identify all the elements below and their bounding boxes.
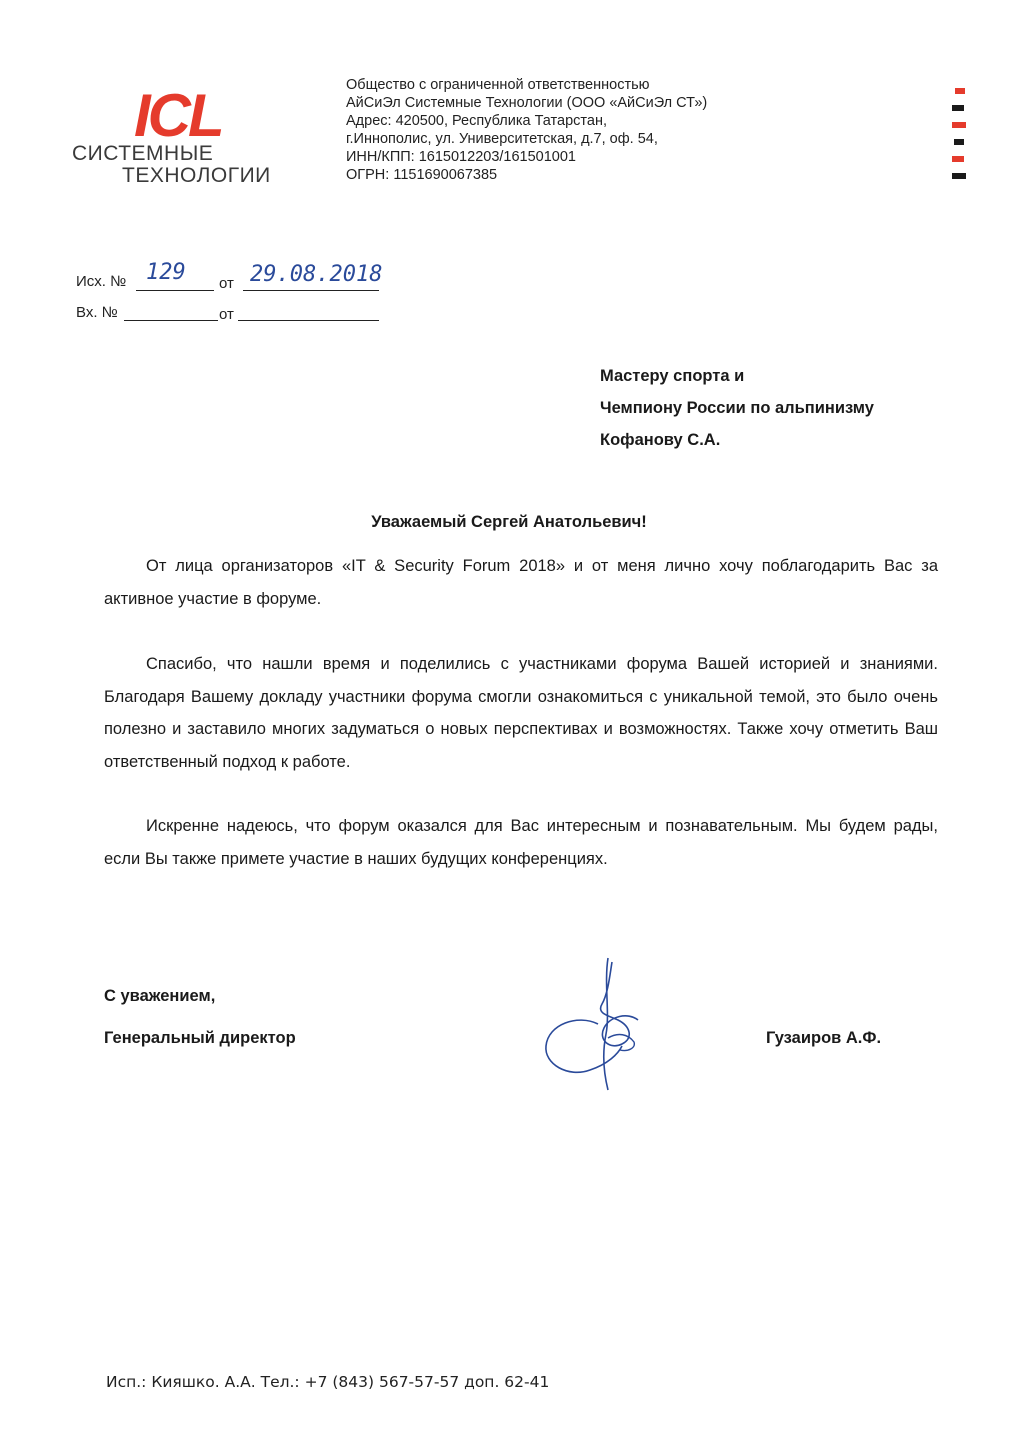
- outgoing-date-line: [243, 290, 379, 291]
- letterhead-mark: [952, 105, 964, 111]
- addressee-line: Мастеру спорта и: [600, 367, 745, 385]
- signer-name: Гузаиров А.Ф.: [766, 1029, 882, 1047]
- logo-line-2: ТЕХНОЛОГИИ: [122, 164, 271, 187]
- letterhead-mark: [952, 122, 966, 128]
- greeting: Уважаемый Сергей Анатольевич!: [371, 513, 647, 531]
- incoming-date-label: от: [219, 306, 234, 323]
- company-line: АйСиЭл Системные Технологии (ООО «АйСиЭл СТ»): [346, 95, 708, 111]
- company-line: ИНН/КПП: 1615012203/161501001: [346, 149, 576, 165]
- outgoing-date-label: от: [219, 275, 234, 292]
- incoming-date-line: [238, 320, 379, 321]
- letterhead-mark: [955, 88, 965, 94]
- signature: [538, 954, 658, 1094]
- logo-line-1: СИСТЕМНЫЕ: [72, 142, 214, 165]
- company-logo: [72, 82, 312, 187]
- addressee-line: Чемпиону России по альпинизму: [600, 399, 874, 417]
- incoming-label: Вх. №: [76, 304, 118, 321]
- letterhead-mark: [952, 156, 964, 162]
- company-line: ОГРН: 1151690067385: [346, 167, 498, 183]
- outgoing-date: 29.08.2018: [250, 262, 383, 287]
- company-line: г.Иннополис, ул. Университетская, д.7, оф. 54,: [346, 131, 658, 147]
- addressee-block: [600, 360, 874, 456]
- logo-brand: ICL: [134, 82, 222, 149]
- footer-contact: Исп.: Кияшко. А.А. Тел.: +7 (843) 567-57-57 доп. 62-41: [106, 1373, 550, 1391]
- closing-regards: С уважением,: [104, 987, 216, 1005]
- company-line: Общество с ограниченной ответственностью: [346, 77, 650, 93]
- outgoing-number-line: [136, 290, 214, 291]
- letterhead-mark: [952, 173, 966, 179]
- body-paragraph: Искренне надеюсь, что форум оказался для Вас интересным и познавательным. Мы будем рады, если Вы также примете участие в наших будущих конференциях.: [104, 817, 938, 868]
- body-paragraph: Спасибо, что нашли время и поделились с участниками форума Вашей историей и знаниями. Благодаря Вашему докладу участники форума смогли ознакомиться с уникальной темой, это было очень полезно и заставило многих задуматься о новых перспективах и возможностях. Также хочу отметить Ваш ответственный подход к работе.: [104, 655, 938, 771]
- letterhead-marks: [952, 88, 968, 190]
- letterhead-mark: [954, 139, 964, 145]
- outgoing-label: Исх. №: [76, 273, 127, 290]
- company-line: Адрес: 420500, Республика Татарстан,: [346, 113, 607, 129]
- outgoing-number: 129: [146, 260, 186, 285]
- incoming-number-line: [124, 320, 218, 321]
- addressee-line: Кофанову С.А.: [600, 431, 721, 449]
- company-details: [346, 76, 786, 184]
- closing-position: Генеральный директор: [104, 1029, 296, 1047]
- body-paragraph: От лица организаторов «IT & Security Forum 2018» и от меня лично хочу поблагодарить Вас за активное участие в форуме.: [104, 557, 938, 608]
